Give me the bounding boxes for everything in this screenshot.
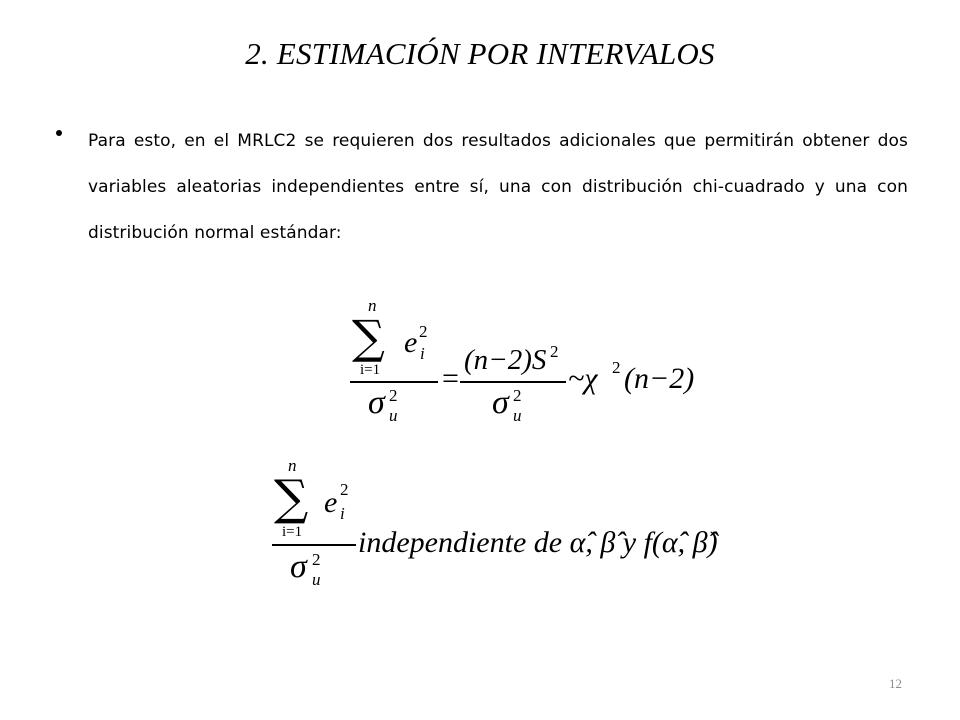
fraction-line-left xyxy=(350,381,438,383)
slide-title: 2. ESTIMACIÓN POR INTERVALOS xyxy=(245,36,715,71)
sum-lower-limit: i=1 xyxy=(360,362,381,378)
independence-text: independiente de α̂, β̂ y f(α̂, β̂) xyxy=(358,526,718,559)
distribution-chi: ~χ xyxy=(568,362,598,395)
distribution-sup: 2 xyxy=(612,358,621,377)
summand-base: e xyxy=(324,486,338,519)
formula-independence xyxy=(268,456,828,596)
summand-sup: 2 xyxy=(419,322,428,341)
denominator-sub: u xyxy=(389,406,398,425)
denominator-sup: 2 xyxy=(312,550,321,569)
sum-upper-limit: n xyxy=(288,456,297,475)
page-number: 12 xyxy=(889,676,902,691)
sum-lower-limit: i=1 xyxy=(282,524,303,540)
bullet-item xyxy=(56,118,908,256)
rhs-denominator-sup: 2 xyxy=(513,386,522,405)
rhs-denominator-sigma: σ xyxy=(492,384,509,421)
sum-symbol: ∑ xyxy=(352,310,385,364)
rhs-numerator-sup: 2 xyxy=(550,342,559,361)
fraction-line xyxy=(272,544,356,546)
sum-symbol: ∑ xyxy=(274,470,309,526)
denominator-sigma: σ xyxy=(290,548,307,585)
rhs-numerator: (n−2)S xyxy=(464,344,547,376)
summand-sub: i xyxy=(420,344,425,363)
summand-base: e xyxy=(404,326,418,359)
bullet-text: Para esto, en el MRLC2 se requieren dos resultados adicionales que permitirán obtener dos variables aleatorias independientes entre sí, una con distribución chi-cuadrado y una con distribución normal estándar: xyxy=(88,131,908,243)
sum-upper-limit: n xyxy=(368,296,377,315)
denominator-sup: 2 xyxy=(389,386,398,405)
summand-sup: 2 xyxy=(340,480,349,499)
summand-sub: i xyxy=(340,504,345,523)
equals-sign: = xyxy=(442,362,459,395)
fraction-line-right xyxy=(460,381,566,383)
formula-chi-square xyxy=(340,296,720,430)
bullet-icon xyxy=(56,130,62,136)
rhs-denominator-sub: u xyxy=(513,406,522,425)
denominator-sub: u xyxy=(312,570,321,589)
distribution-arg: (n−2) xyxy=(624,362,695,395)
denominator-sigma: σ xyxy=(368,384,385,421)
